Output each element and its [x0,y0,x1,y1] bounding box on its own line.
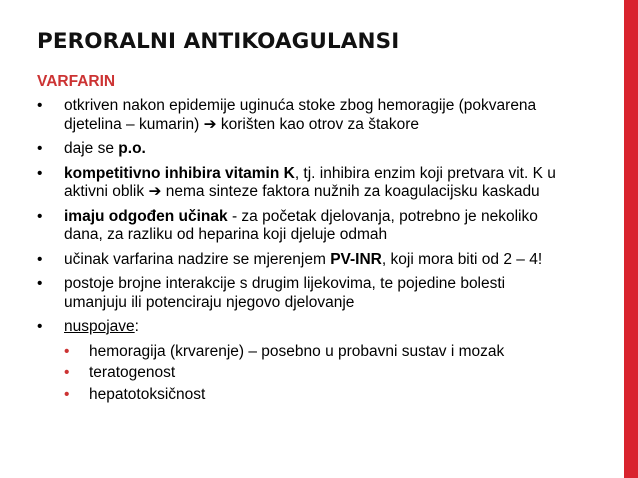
bullet-icon: • [37,207,43,225]
list-item: • nuspojave: • hemoragija (krvarenje) – posebno u probavni sustav i mozak • teratogenost • hepatotoksičnost [37,318,622,404]
sub-list-item: • hepatotoksičnost [64,385,206,403]
sub-list-item: • hemoragija (krvarenje) – posebno u probavni sustav i mozak [64,342,505,360]
slide-title: PERORALNI ANTIKOAGULANSI [37,29,400,54]
arrow-icon: ➔ [148,183,162,200]
list-item: • kompetitivno inhibira vitamin K, tj. inhibira enzim koji pretvara vit. K u aktivni oblik ➔ nema sinteze faktora nužnih za koagulacijsku kaskadu [37,164,556,200]
list-item: • imaju odgođen učinak - za početak djelovanja, potrebno je nekoliko dana, za razliku od heparina koji djeluje odmah [37,207,538,243]
bullet-icon: • [37,250,43,268]
bullet-icon: • [37,318,43,335]
bullet-list [37,97,622,404]
bullet-icon: • [37,97,43,114]
arrow-icon: ➔ [203,115,217,133]
bullet-icon: • [64,364,70,381]
section-subtitle: VARFARIN [37,73,116,90]
side-effects-list [64,343,622,405]
right-accent-bar [624,0,638,478]
list-item: • postoje brojne interakcije s drugim lijekovima, te pojedine bolesti umanjuju ili potenciraju njegovo djelovanje [37,275,506,311]
slide-content [37,73,622,410]
bullet-icon: • [37,164,43,182]
list-item: • daje se p.o. [37,140,146,157]
sub-list-item: • teratogenost [64,364,176,381]
bullet-icon: • [37,275,43,292]
bullet-icon: • [64,385,70,403]
bullet-icon: • [37,140,43,157]
list-item: • otkriven nakon epidemije uginuća stoke zbog hemoragije (pokvarena djetelina – kumarin) ➔ korišten kao otrov za štakore [37,97,537,133]
bullet-icon: • [64,342,70,360]
list-item: • učinak varfarina nadzire se mjerenjem PV-INR, koji mora biti od 2 – 4! [37,250,543,268]
